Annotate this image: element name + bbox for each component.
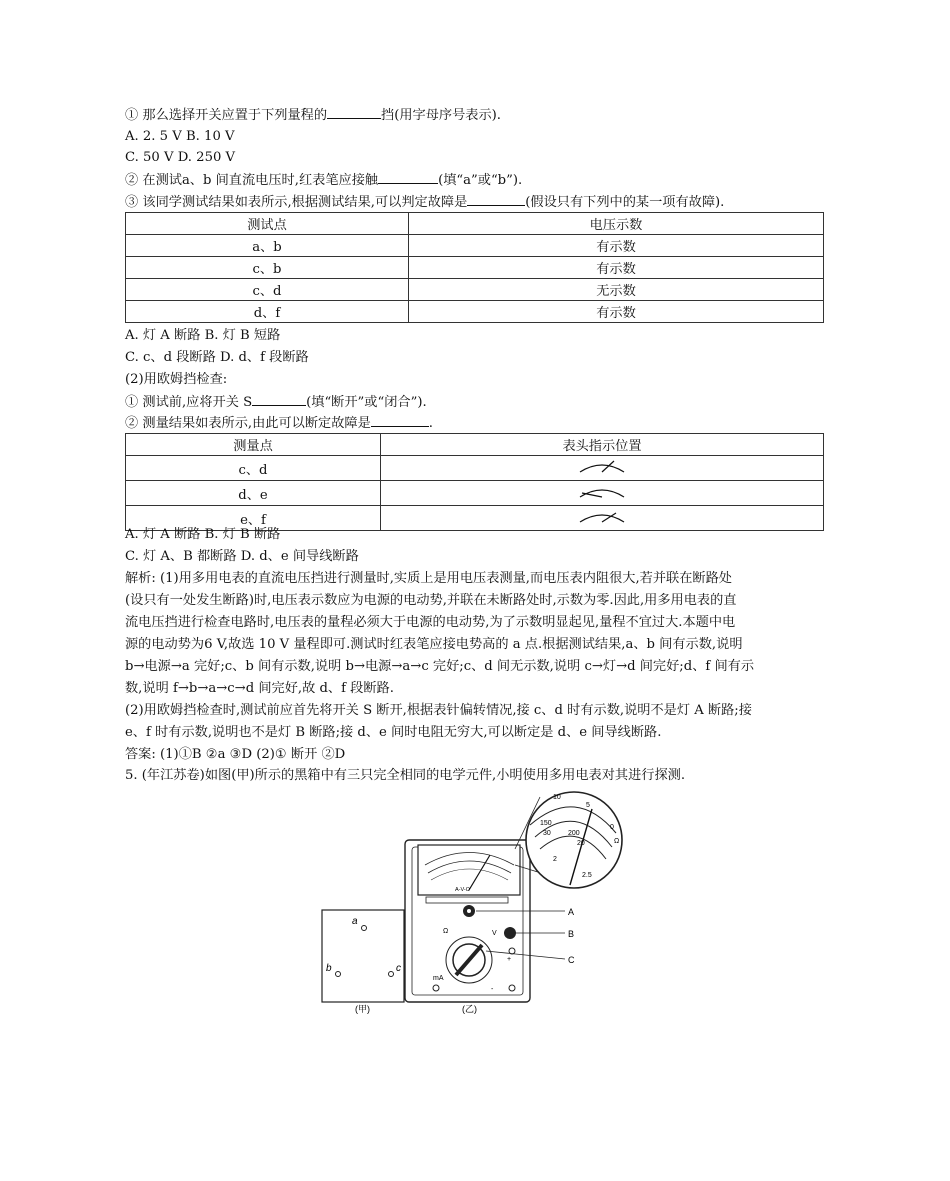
- table-row: [126, 301, 824, 323]
- callout-a: A: [568, 907, 575, 917]
- table-header: 电压示数: [409, 213, 824, 235]
- meter-no-deflection-icon: [572, 481, 632, 501]
- option-line: C. 50 V D. 250 V: [125, 150, 236, 165]
- mag-label: 30: [543, 830, 551, 837]
- question-red-probe: ② 在测试a、b 间直流电压时,红表笔应接触 (填“a”或“b”).: [125, 173, 523, 188]
- option-line: C. c、d 段断路 D. d、f 段断路: [125, 350, 309, 365]
- plus-label: +: [507, 956, 512, 963]
- meter-deflection-icon: [572, 506, 632, 526]
- terminal-a: [362, 926, 367, 931]
- voltage-test-table: [125, 212, 824, 323]
- reading-cell: 有示数: [409, 257, 824, 279]
- table-row: [126, 257, 824, 279]
- table-header: 测量点: [126, 434, 381, 456]
- question-select-range: ① 那么选择开关应置于下列量程的 挡(用字母序号表示).: [125, 108, 501, 123]
- table-header: 表头指示位置: [381, 434, 824, 456]
- table-row: [126, 456, 824, 481]
- mag-label: 20: [577, 840, 585, 847]
- minus-label: -: [491, 986, 494, 993]
- answer-blank: [371, 414, 429, 427]
- mag-label: 0: [610, 824, 614, 831]
- meter-deflection-icon: [572, 456, 632, 476]
- label-b: b: [326, 963, 332, 974]
- mag-label: 10: [553, 794, 561, 801]
- ohm-test-table: [125, 433, 824, 531]
- dial-label: A-V-Ω: [455, 887, 470, 893]
- question-fault: ③ 该同学测试结果如表所示,根据测试结果,可以判定故障是 (假设只有下列中的某一项有故障).: [125, 195, 725, 210]
- analysis-line: e、f 时有示数,说明也不是灯 B 断路;接 d、e 间时电阻无穷大,可以断定是 d、e 间导线断路.: [125, 725, 662, 740]
- analysis-line: (2)用欧姆挡检查时,测试前应首先将开关 S 断开,根据表针偏转情况,接 c、d 时有示数,说明不是灯 A 断路;接: [125, 703, 752, 718]
- mag-label: Ω: [614, 838, 620, 845]
- analysis-line: b→电源→a 完好;c、b 间有示数,说明 b→电源→a→c 完好;c、d 间无示数,说明 c→灯→d 间完好;d、f 间有示: [125, 659, 755, 674]
- table-row: [126, 235, 824, 257]
- needle-cell: [381, 506, 824, 531]
- table-row: [126, 481, 824, 506]
- reading-cell: 有示数: [409, 301, 824, 323]
- question-switch: ① 测试前,应将开关 S (填“断开”或“闭合”).: [125, 395, 427, 410]
- question-5: 5. (年江苏卷)如图(甲)所示的黑箱中有三只完全相同的电学元件,小明使用多用电表对其进行探测.: [125, 768, 686, 783]
- test-point-cell: c、d: [126, 456, 381, 481]
- ma-range-label: mA: [433, 975, 444, 982]
- table-row: [126, 279, 824, 301]
- callout-c: C: [568, 955, 575, 965]
- test-point-cell: d、f: [126, 301, 409, 323]
- mag-label: 150: [540, 820, 552, 827]
- answer-line: 答案: (1)①B ②a ③D (2)① 断开 ②D: [125, 747, 346, 762]
- answer-blank: [252, 393, 306, 406]
- needle-cell: [381, 456, 824, 481]
- section-title: (2)用欧姆挡检查:: [125, 372, 228, 387]
- reading-cell: 无示数: [409, 279, 824, 301]
- analysis-line: (设只有一处发生断路)时,电压表示数应为电源的电动势,并联在未断路处时,示数为零.因此,用多用电表的直: [125, 593, 737, 608]
- test-point-cell: d、e: [126, 481, 381, 506]
- mag-label: 2: [553, 856, 557, 863]
- analysis-line: 解析: (1)用多用电表的直流电压挡进行测量时,实质上是用电压表测量,而电压表内阻很大,若并联在断路处: [125, 571, 732, 586]
- terminal-c: [389, 972, 394, 977]
- test-point-cell: c、b: [126, 257, 409, 279]
- answer-blank: [327, 106, 381, 119]
- answer-blank: [467, 193, 525, 206]
- multimeter-figure: [0, 785, 950, 1085]
- option-line: C. 灯 A、B 都断路 D. d、e 间导线断路: [125, 549, 359, 564]
- option-line: A. 灯 A 断路 B. 灯 B 断路: [125, 527, 281, 542]
- analysis-line: 数,说明 f→b→a→c→d 间完好,故 d、f 段断路.: [125, 681, 394, 696]
- question-ohm-fault: ② 测量结果如表所示,由此可以断定故障是 .: [125, 416, 433, 431]
- analysis-line: 流电压挡进行检查电路时,电压表的量程必须大于电源的电动势,为了示数明显起见,量程不宜过大.本题中电: [125, 615, 736, 630]
- option-line: A. 灯 A 断路 B. 灯 B 短路: [125, 328, 281, 343]
- reading-cell: 有示数: [409, 235, 824, 257]
- ohm-range-label: Ω: [443, 928, 449, 935]
- caption-jia: (甲): [355, 1004, 370, 1014]
- test-point-cell: a、b: [126, 235, 409, 257]
- ohm-adjust-knob: [504, 927, 516, 939]
- test-point-cell: c、d: [126, 279, 409, 301]
- caption-yi: (乙): [462, 1004, 477, 1014]
- mag-label: 5: [586, 802, 590, 809]
- needle-cell: [381, 481, 824, 506]
- black-box: [322, 910, 404, 1002]
- answer-blank: [378, 171, 438, 184]
- callout-b: B: [568, 929, 575, 939]
- test-point-cell: e、f: [126, 506, 381, 531]
- mag-label: 200: [568, 830, 580, 837]
- mag-label: 2.5: [582, 872, 592, 879]
- volt-range-label: V: [492, 930, 497, 937]
- analysis-line: 源的电动势为6 V,故选 10 V 量程即可.测试时红表笔应接电势高的 a 点.根据测试结果,a、b 间有示数,说明: [125, 637, 743, 652]
- table-header: 测试点: [126, 213, 409, 235]
- option-line: A. 2. 5 V B. 10 V: [125, 129, 235, 144]
- label-c: c: [396, 963, 401, 974]
- label-a: a: [352, 916, 358, 927]
- terminal-b: [336, 972, 341, 977]
